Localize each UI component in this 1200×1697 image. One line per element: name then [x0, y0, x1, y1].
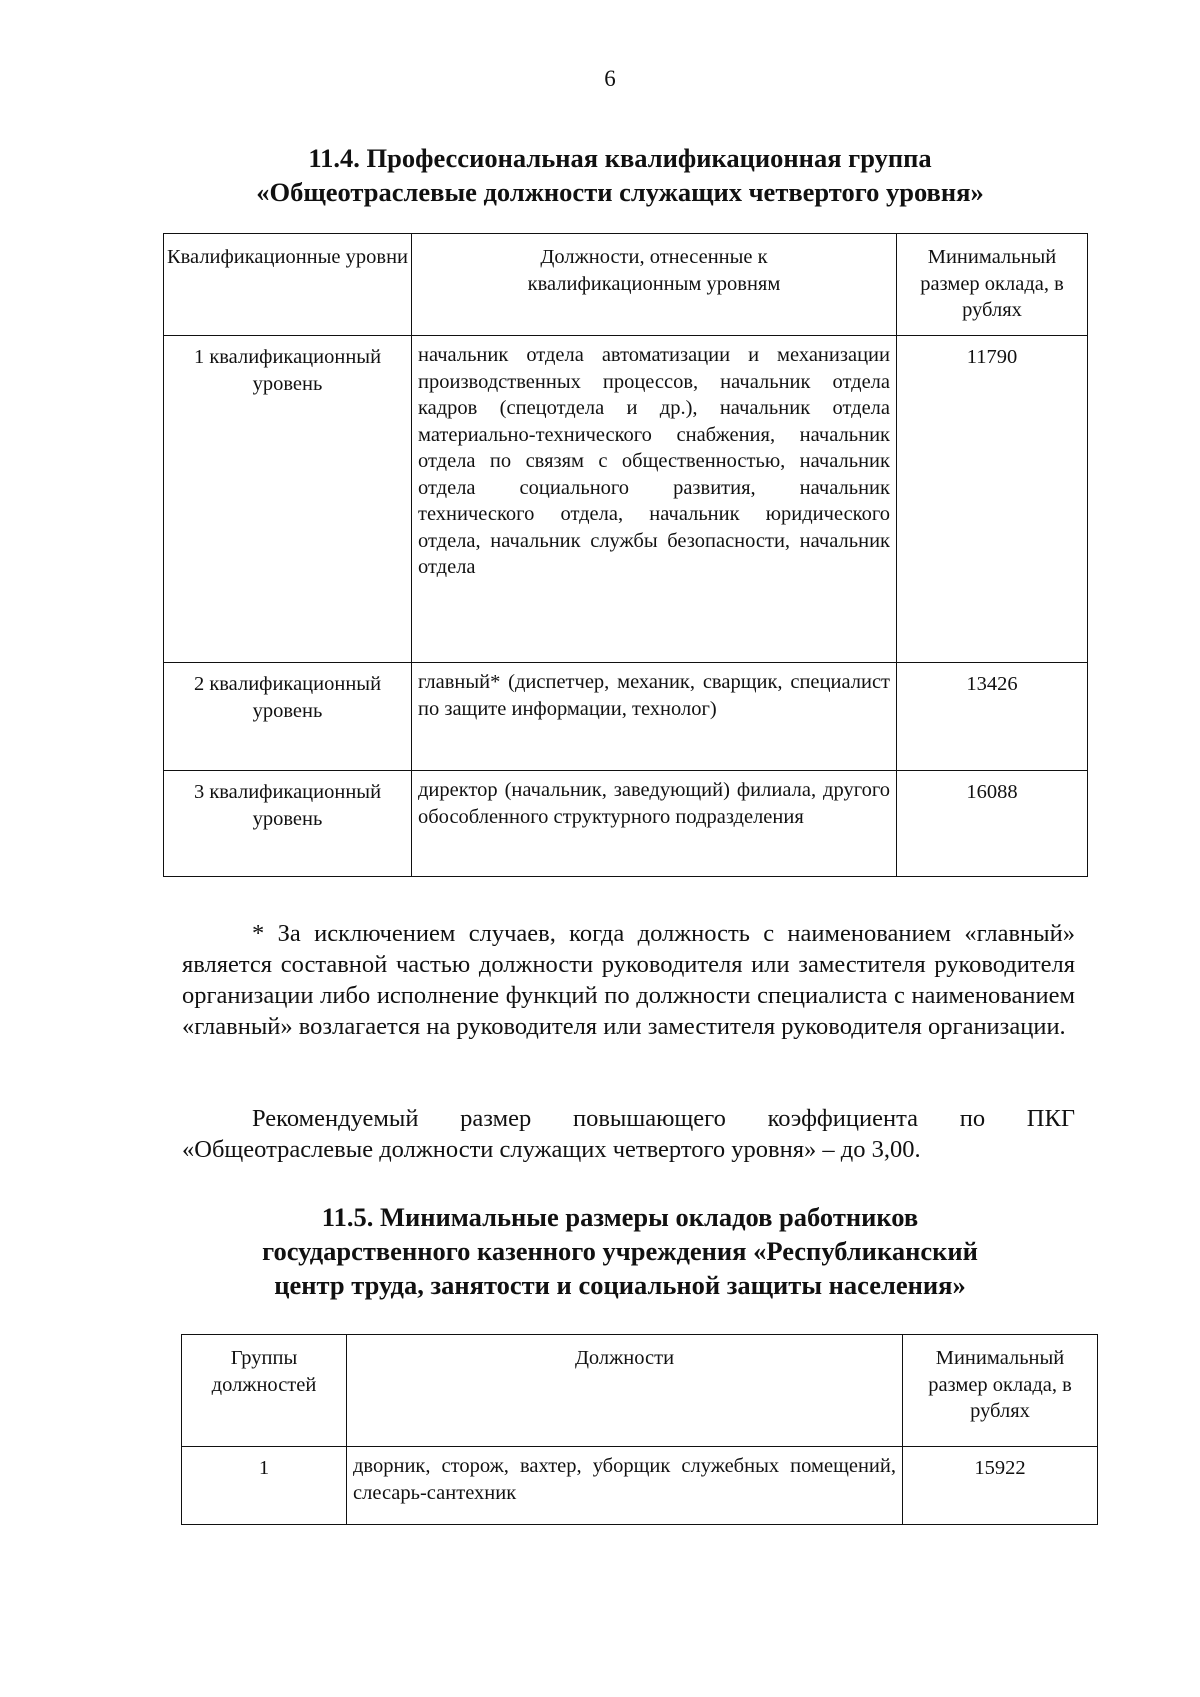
section-title-line: центр труда, занятости и социальной защиты населения»	[274, 1270, 966, 1300]
qualification-levels-table	[163, 233, 1088, 877]
section-title-11-4	[120, 141, 1120, 209]
salary-cell: 16088	[897, 771, 1088, 877]
footnote-block	[182, 918, 1075, 1042]
header-positions: Должности, отнесенные к квалификационным уровням	[412, 234, 897, 336]
salary-cell: 15922	[903, 1447, 1098, 1525]
job-groups-table	[181, 1334, 1098, 1525]
positions-cell: главный* (диспетчер, механик, сварщик, специалист по защите информации, технолог)	[412, 663, 897, 771]
table-row	[182, 1447, 1098, 1525]
table-row	[164, 663, 1088, 771]
section-title-line: «Общеотраслевые должности служащих четвертого уровня»	[256, 177, 984, 207]
level-cell: 2 квалификационный уровень	[164, 663, 412, 771]
group-cell: 1	[182, 1447, 347, 1525]
salary-cell: 13426	[897, 663, 1088, 771]
positions-cell: директор (начальник, заведующий) филиала, другого обособленного структурного подразделения	[412, 771, 897, 877]
recommendation-block	[182, 1103, 1075, 1165]
level-cell: 3 квалификационный уровень	[164, 771, 412, 877]
header-salary: Минимальный размер оклада, в рублях	[897, 234, 1088, 336]
header-positions: Должности	[347, 1335, 903, 1447]
table-row	[164, 336, 1088, 663]
section-title-11-5	[120, 1200, 1120, 1302]
positions-cell: начальник отдела автоматизации и механизации производственных процессов, начальник отдела кадров (спецотдела и др.), начальник отдела материально-технического снабжения, начальник отдела по связям с общественностью, начальник отдела социального развития, начальник технического отдела, начальник юридического отдела, начальник службы безопасности, начальник отдела	[412, 336, 897, 663]
footnote: * За исключением случаев, когда должность с наименованием «главный» является составной частью должности руководителя или заместителя руководителя организации либо исполнение функций по должности специалиста с наименованием «главный» возлагается на руководителя или заместителя руководителя организации.	[182, 920, 1075, 1040]
section-title-line: 11.5. Минимальные размеры окладов работников	[321, 1202, 919, 1232]
page-number: 6	[604, 66, 616, 91]
header-levels: Квалификационные уровни	[164, 234, 412, 336]
positions-cell: дворник, сторож, вахтер, уборщик служебных помещений, слесарь-сантехник	[347, 1447, 903, 1525]
section-title-line: государственного казенного учреждения «Республиканский	[262, 1236, 978, 1266]
header-groups: Группы должностей	[182, 1335, 347, 1447]
header-salary: Минимальный размер оклада, в рублях	[903, 1335, 1098, 1447]
recommendation: Рекомендуемый размер повышающего коэффициента по ПКГ «Общеотраслевые должности служащих четвертого уровня» – до 3,00.	[182, 1105, 1075, 1163]
level-cell: 1 квалификационный уровень	[164, 336, 412, 663]
salary-cell: 11790	[897, 336, 1088, 663]
section-title-line: 11.4. Профессиональная квалификационная группа	[308, 143, 932, 173]
table-row	[164, 771, 1088, 877]
